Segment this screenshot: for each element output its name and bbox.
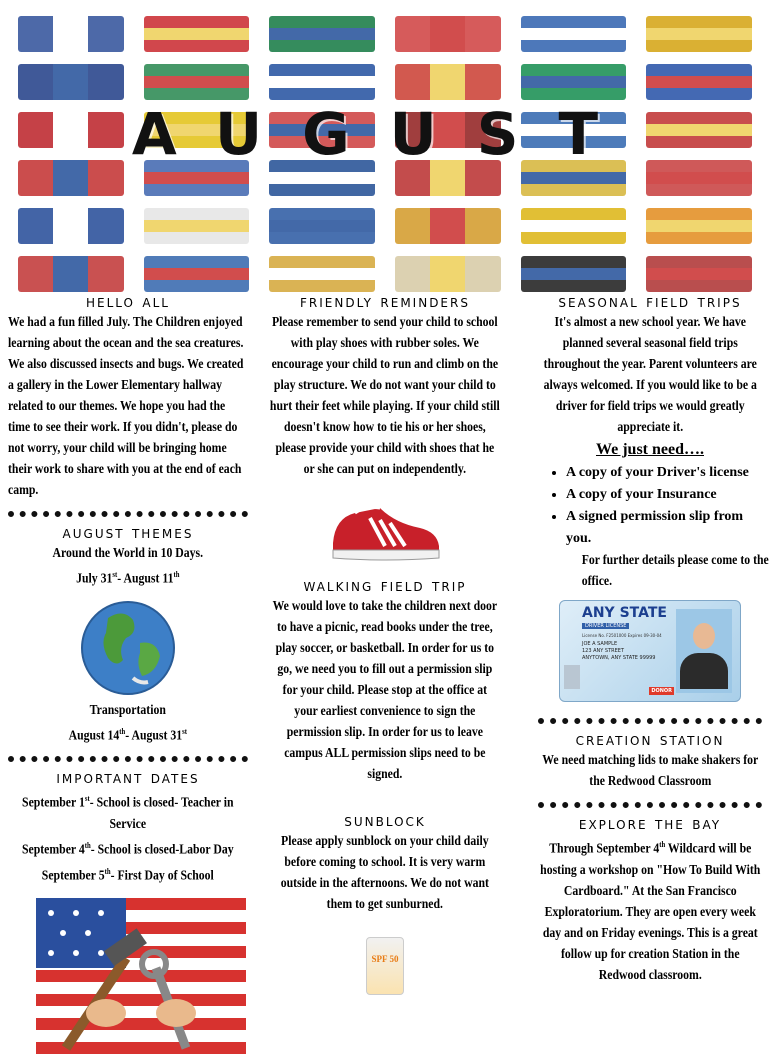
dates-heading: important dates [56,768,200,789]
flag-tile [144,64,250,100]
flag-tile [269,16,375,52]
flag-tile [521,256,627,292]
license-address-2: ANYTOWN, ANY STATE 99999 [582,655,656,661]
dotted-divider [538,718,762,724]
middle-column [270,292,500,995]
license-state: ANY STATE [582,605,667,621]
flag-tile [269,64,375,100]
flag-tile [18,64,124,100]
sunblock-bottle-icon [366,937,404,995]
flag-tile [646,256,752,292]
flag-tile [144,256,250,292]
flag-tile [18,16,124,52]
license-photo-icon [676,609,732,693]
creation-heading: creation station [575,730,725,750]
flag-tile [395,64,501,100]
date-2: September 4th- School is closed-Labor Day [22,840,234,858]
dotted-divider [8,756,248,762]
license-donor-stamp: DONOR [651,688,672,694]
need-item: • A copy of your Insurance [566,484,762,506]
creation-text: We need matching lids to make shakers for the Redwood Classroom [542,753,758,789]
flag-tile [18,208,124,244]
sunblock-heading: sunblock [344,811,426,831]
flag-tile [521,208,627,244]
flag-tile [269,256,375,292]
flag-tile [646,208,752,244]
hello-heading: hello all [86,292,170,312]
themes-line2: July 31st- August 11th [76,570,180,587]
flag-tile [144,16,250,52]
further-details: For further details please come to the office. [581,553,769,589]
hello-text: We had a fun filled July. The Children enjoyed learning about the ocean and the sea creatures. We also discussed insects and bugs. We created a gallery in the Lower Elementary hallway related to our themes. We hope you had the time to see their work. If you didn't, please do not worry, your child will be bringing home their work to share with you at the end of each camp. [8,315,244,498]
license-subtitle: DRIVER LICENSE [582,623,629,629]
flag-tile [646,16,752,52]
dotted-divider [8,511,248,517]
themes-line1: Around the World in 10 Days. [52,546,204,561]
driver-license-card [559,600,741,702]
flag-tile [646,64,752,100]
license-address-1: 123 ANY STREET [582,648,625,654]
flag-tile [269,208,375,244]
sunblock-text: Please apply sunblock on your child daily before coming to school. It is very warm outside in the afternoons. We do not want them to get sunburned. [280,834,490,912]
reminders-heading: friendly reminders [300,292,470,312]
flag-tile [144,208,250,244]
flag-tile [395,16,501,52]
walking-heading: walking field trip [303,576,467,596]
themes-line4: August 14th- August 31st [68,726,188,744]
themes-heading: august themes [62,523,194,543]
right-column [538,292,769,986]
page-title: AUGUST [131,100,639,168]
flag-tile [395,256,501,292]
walking-text: We would love to take the children next door to have a picnic, read books under the tree, play soccer, or basketball. In order for us to go, we need you to fill out a permission slip for your child. Please stop at the office at your earliest convenience to sign the permission slip. In order for us to leave campus ALL permission slips need to be signed. [272,599,498,782]
tools-flag-illustration [36,898,246,1058]
license-name: JOE A SAMPLE [582,641,618,647]
left-column [8,292,248,1058]
sneaker-icon [325,488,445,568]
bay-text: Through September 4th Wildcard will be hosting a workshop on "How To Build With Cardboard." At the San Francisco Exploratorium. They are open every week day and on Friday evenings. This is a great follow up for creation Station in the Redwood classroom. [539,840,761,983]
flag-tile [521,64,627,100]
license-photo-small [564,665,580,689]
sunblock-label: SPF 50 [371,954,399,964]
flag-tile [395,208,501,244]
flag-tile [18,256,124,292]
bay-heading: explore the bay [578,814,722,834]
license-number: License No. F2501000 Expires 09-30-04 [582,633,662,638]
need-item: • A copy of your Driver's license [566,462,762,484]
seasonal-text: It's almost a new school year. We have planned several seasonal field trips throughout the year. Parent volunteers are always welcomed. If you would like to be a driver for field trips we would greatly appreciate it. [543,315,757,435]
themes-line3: Transportation [89,702,167,718]
globe-icon [78,598,178,698]
flag-tile [521,16,627,52]
date-3: September 5th- First Day of School [41,866,215,884]
reminders-text: Please remember to send your child to school with play shoes with rubber soles. We encourage your child to run and climb on the play structure. We do not want your child to hurt their feet while playing. If your child still doesn't know how to tie his or her shoes, please provide your child with shoes that he or she can put on independently. [270,315,500,477]
we-just-need: We just need…. [596,441,704,458]
needs-list [538,462,762,550]
dotted-divider [538,802,762,808]
seasonal-heading: seasonal field trips [558,292,742,312]
date-1: September 1st- School is closed- Teacher in Service [22,794,234,832]
need-item: • A signed permission slip from you. [566,506,762,550]
